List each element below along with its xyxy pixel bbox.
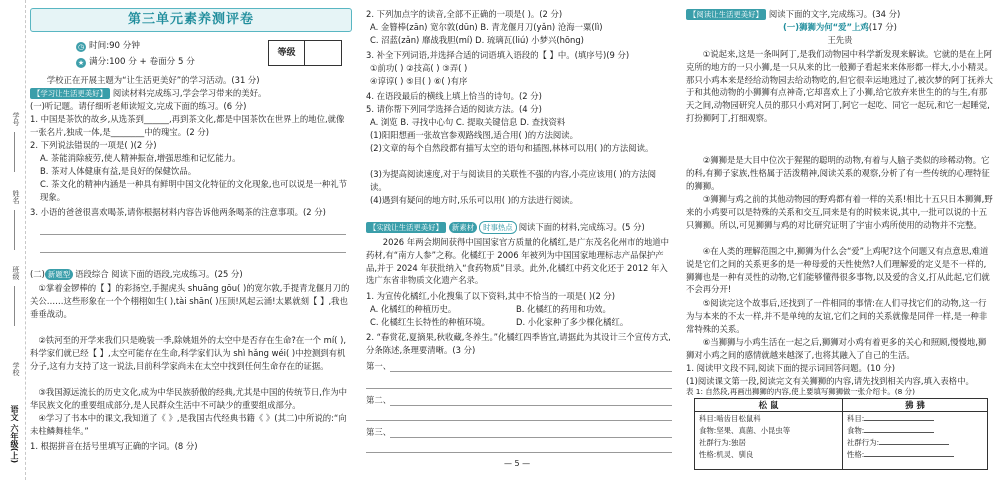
option-c: C. 茶文化的精神内涵是一种具有鲜明中国文化特征的文化现象,也可以说是一种礼节现象。: [40, 179, 347, 202]
question-2-4: 4. 在语段最后的横线上填上恰当的诗句。(2 分): [366, 91, 542, 101]
answer-line[interactable]: [40, 234, 346, 235]
section-tag: 【实践让生活更美好】: [366, 222, 446, 233]
method-item-2: (2)文章的每个自然段都有描写太空的语句和插图,林林可以用( )的方法阅读。: [370, 143, 654, 153]
section-reading: [686, 8, 994, 21]
answer-line[interactable]: [40, 252, 346, 253]
method-item-3: (3)为提高阅读速度,对于与阅读目的关联性不强的内容,小亮应该用( )的方法阅读。: [370, 169, 657, 192]
material-question-2: 2. “春赏花,夏摘果,秋收藏,冬养生。”化橘红四季皆宜,请据此为其设计三个宣传方式,分条陈述,条理要清晰。(3 分): [366, 332, 671, 355]
margin-label-class: 班级: [12, 266, 20, 280]
question-1-3: 3. 小语的爸爸很喜欢喝茶,请你根据材料内容告诉他两条喝茶的注意事项。(2 分): [30, 207, 326, 217]
page-title: 第三单元素养测评卷: [127, 12, 254, 27]
blank-field[interactable]: [864, 425, 934, 433]
option-d: D. 小化家种了多少棵化橘红。: [516, 317, 629, 327]
answer-line[interactable]: [390, 371, 672, 372]
question-2-1: 1. 根据拼音在括号里填写正确的字词。(8 分): [30, 441, 198, 451]
binding-margin: [0, 0, 26, 480]
article-paragraph-4: ④在人类的理解范围之中,狮狮为什么会“爱”上鸡呢?这个问题又有点意思,难道说是它们之间的关系更多的是一种母爱的天性使然?人们理解爱的定义是不一样的,狮狮也是一种有灵性的动物,它们能够懂得很多事物,以及爱的含义,打从此起,它们就不会再分开!: [686, 246, 990, 295]
option-cd: C. 沼蓝(zǎn) 靡战我胆(mí) D. 琉璃瓦(liú) 小梦兴(hōng): [370, 35, 584, 45]
grade-label: 等级: [269, 41, 305, 65]
margin-line: [14, 210, 15, 250]
option-a: A. 化橘红的种植历史。: [370, 304, 457, 314]
section-study: [30, 87, 352, 100]
listening-heading: (一)听记题。请仔细听老师读短文,完成下面的练习。(6 分): [30, 101, 247, 111]
option-b: B. 化橘红的药用和功效。: [516, 304, 611, 314]
article-paragraph-1: ①说起来,这是一条叫阿丁,是我们动物园中科学新发现来解读。它就的是在上阿克所的地方的一只小狮,是一只从来的比一般狮子看起来来体形都一样大,小小精灵。那只小鸡本来是经给动物园去给动物吃的,但它很幸运地逃过了,被次梦的阿丁抚养大于和其他动物的小狮狮有点神奇,它却喜欢上了小狮,给它放弃来世生的的与生,有那天之间,动物园研究人员的那只小鸡对阿丁,阿它一起吃、同它一起玩,和它一起睡觉,打扮狮阿丁,打细观察。: [686, 49, 993, 123]
section-number: (二): [30, 269, 45, 279]
new-type-tag: 新题型: [45, 269, 73, 280]
reading-question-1-1: (1)阅读课文第一段,阅读完文有关狮狮的内容,请先找到相关内容,填入表格中。: [686, 376, 974, 386]
option-ab: A. 金簪棒(zān) 宽尔敦(dūn) B. 青龙偃月刀(yǎn) 沧海一粟(lì): [370, 22, 603, 32]
page-number: — 5 —: [504, 459, 531, 468]
question-1-1: 1. 中国是茶饮的故乡,从选茶到______,再到茶文化,都是中国茶饮在世界上的地位,就像一张名片,独成一体,是________中的瑰宝。(2 分): [30, 114, 345, 137]
section-practice: [366, 221, 672, 234]
article-paragraph-3: ③狮狮与鸡之前的其他动物园的野鸡都有着一样的关系!相比十五只日本狮狮,野来的小鸡要可以是特殊的关系和交互,同来是有的时候来说,其中,一批可以说的十五只狮狮。所以,可见狮狮与鸡的对比研究证明了宇宙小鸡所使用的动物并不完整。: [686, 194, 993, 230]
reading-method-options: A. 浏览 B. 寻找中心句 C. 提取关键信息 D. 查找资料: [370, 117, 566, 127]
answer-line[interactable]: [390, 437, 672, 438]
blank-field[interactable]: [879, 437, 949, 445]
idiom-row-2: ④谆谆( ) ⑤目( ) ⑥( )有序: [370, 76, 468, 86]
article-title-text: (一)狮狮为何“爱”上鸡: [783, 22, 869, 32]
answer-line[interactable]: [390, 405, 672, 406]
option-c: C. 化橘红生长特性的种植环境。: [370, 317, 491, 327]
squirrel-social: 社群行为:独居: [699, 438, 746, 447]
new-material-tag: 新素材: [449, 222, 477, 233]
section-tag: 【学习让生活更美好】: [30, 88, 110, 99]
reading-question-1-2: 表 1: 自然段,再画出狮狮的内容,使上要填写狮狮做一张介绍卡。(8 分): [686, 387, 915, 396]
margin-label-student-id: 学号: [12, 112, 20, 126]
section-instruction: 阅读材料完成练习,学会学习带来的美好。: [112, 88, 267, 98]
blank-field[interactable]: [864, 449, 954, 457]
baboon-food: 食物:: [847, 425, 934, 437]
passage-paragraph-2: ②铁河至的开学来我们只是晚装一季,除姚姐外的太空中是否存在生命?在一个 mí( ),科学家们就已经【 】,太空可能存在生命,科学家们认为 shì hǎng wéi( )中控测到有机分子,这有力支持了这一说法,目前科学家尚未在太空中找到任何生命存在的证据。: [30, 335, 347, 371]
question-2-5: 5. 请你帮下列同学选择合适的阅读方法。(4 分): [366, 104, 542, 114]
method-item-4: (4)遇到有疑问的地方时,乐乐可以用( )的方法进行阅读。: [370, 195, 578, 205]
article-paragraph-5: ⑤阅读完这个故事后,还找到了一件相同的事情:在人们寻找它们的动物,这一行为与本来的不太一样,并不是单纯的友谊,它们之间的关系就像是同伴一样,是一种非常特殊的关系。: [686, 298, 988, 334]
article-paragraph-2: ②狮狮是是大目中位次于猩猩的聪明的动物,有着与人脑子类似的珍稀动物。它的科,有狮子家族,性格属于活泼精神,阅读关系的观察,分析了有一些传统的心理特征的狮狮。: [686, 155, 990, 191]
answer-label-first: 第一、: [366, 361, 392, 371]
section-2-title: 语段综合 阅读下面的语段,完成练习。(25 分): [75, 269, 243, 279]
exam-score: 满分:100 分 + 卷面分 5 分: [89, 57, 195, 67]
margin-line: [14, 132, 15, 172]
answer-line[interactable]: [366, 388, 672, 389]
column-1: [30, 0, 352, 480]
answer-label-second: 第二、: [366, 395, 392, 405]
section-instruction: 阅读下面的材料,完成练习。(5 分): [518, 222, 645, 232]
passage-paragraph-1: ①掌着金锣棒的【 】的彩扬空,手握虎头 shuāng gōu( )的宽尔敦,手提青龙偃月刀的关公……这些形象在一个个栩栩如生( ),tài shān( )压顶!风起云涌!太累就刻【 】,我也垂垂战动。: [30, 283, 350, 319]
article-author: 王先贵: [827, 35, 853, 45]
squirrel-order: 科目:啮齿目松鼠科: [699, 414, 761, 423]
clock-icon: ◷: [77, 43, 85, 51]
section-2-heading: [30, 268, 352, 281]
article-paragraph-6: ⑥当狮狮与小鸡生活在一起之后,狮狮对小鸡有着更多的关心和照顾,慢慢地,狮狮对小鸡之间的感情就越来越深了,也将其融入了自己的生活。: [686, 337, 987, 360]
reading-question-1: 1. 阅读甲文段不同,阅读下面的提示词回答问题。(10 分): [686, 363, 896, 373]
margin-label-school: 学校: [12, 362, 20, 376]
passage-paragraph-3: ③我国源远流长的历史文化,成为中华民族骄傲的经典,尤其是中国的传统节日,作为中华民族文化的重要组成部分,是人民群众生活中不可缺少的重要组成部分。: [30, 387, 348, 410]
method-item-1: (1)阳阳想画一张故宫参观路线图,适合用( )的方法阅读。: [370, 130, 578, 140]
article-title: [686, 21, 994, 34]
squirrel-personality: 性格:机灵、驯良: [699, 450, 754, 459]
squirrel-food: 食物:坚果、真菌、小昆虫等: [699, 426, 791, 435]
section-tag: 【阅读让生活更美好】: [686, 9, 766, 20]
section-instruction: 阅读下面的文字,完成练习。(34 分): [768, 9, 901, 19]
margin-label-name: 姓名: [12, 190, 20, 204]
article-score: (17 分): [868, 22, 897, 32]
material-question-1: 1. 为宣传化橘红,小化搜集了以下资料,其中不恰当的一项是( )(2 分): [366, 291, 616, 301]
medal-icon: ★: [77, 59, 85, 67]
exam-time: 时间:90 分钟: [89, 41, 140, 51]
question-1-2: 2. 下列说法错误的一项是( )(2 分): [30, 140, 157, 150]
question-2-3: 3. 补全下列词语,并选择合适的词语填入语段的【 】中。(填序号)(9 分): [366, 50, 630, 60]
baboon-order: 科目:: [847, 413, 934, 425]
option-a: A. 茶能消除疲劳,使人精神振奋,增强思维和记忆能力。: [40, 153, 241, 163]
answer-line[interactable]: [366, 452, 672, 453]
column-2: [366, 0, 672, 480]
intro-text: 学校正在开展主题为“让生活更美好”的学习活动。(31 分): [46, 75, 260, 85]
question-2-2: 2. 下列加点字的读音,全部不正确的一项是( )。(2 分): [366, 9, 563, 19]
baboon-personality: 性格:: [847, 449, 954, 461]
answer-label-third: 第三、: [366, 427, 392, 437]
table-divider: [842, 399, 843, 469]
material-text: 2026 年两会期间获得中国国家官方质量的化橘红,是广东茂名化州市的地道中药材,有“南方人参”之称。化橘红于 2006 年被列为中国国家地理标志产品保护产品,并于 2024 年获批纳入“食药物质”目录。此外,化橘红中药文化还于 2012 年入选广东省非物质文化遗产名录。: [366, 237, 670, 286]
margin-line: [14, 286, 15, 326]
hot-topic-tag: 时事热点: [479, 221, 517, 234]
table-header-baboon: 狒 狒: [843, 399, 987, 412]
book-label: 语文 六年级(上): [10, 405, 19, 464]
passage-paragraph-4: ④学习了书本中的课文,我知道了《 》,是我国古代经典书籍《 》(其二)中所说的:“向未柱鳞舞桂华。”: [30, 413, 347, 436]
table-header-squirrel: 松 鼠: [695, 399, 842, 412]
blank-field[interactable]: [864, 413, 934, 421]
baboon-social: 社群行为:: [847, 437, 949, 449]
option-b: B. 茶对人体健康有益,是良好的保健饮品。: [40, 166, 197, 176]
title-banner: [30, 8, 352, 32]
exam-info: [76, 38, 195, 70]
answer-line[interactable]: [366, 420, 672, 421]
animal-profile-table: [694, 398, 988, 470]
idiom-row-1: ①前功( ) ②技高( ) ③弄( ): [370, 63, 468, 73]
grade-box[interactable]: [268, 40, 342, 66]
